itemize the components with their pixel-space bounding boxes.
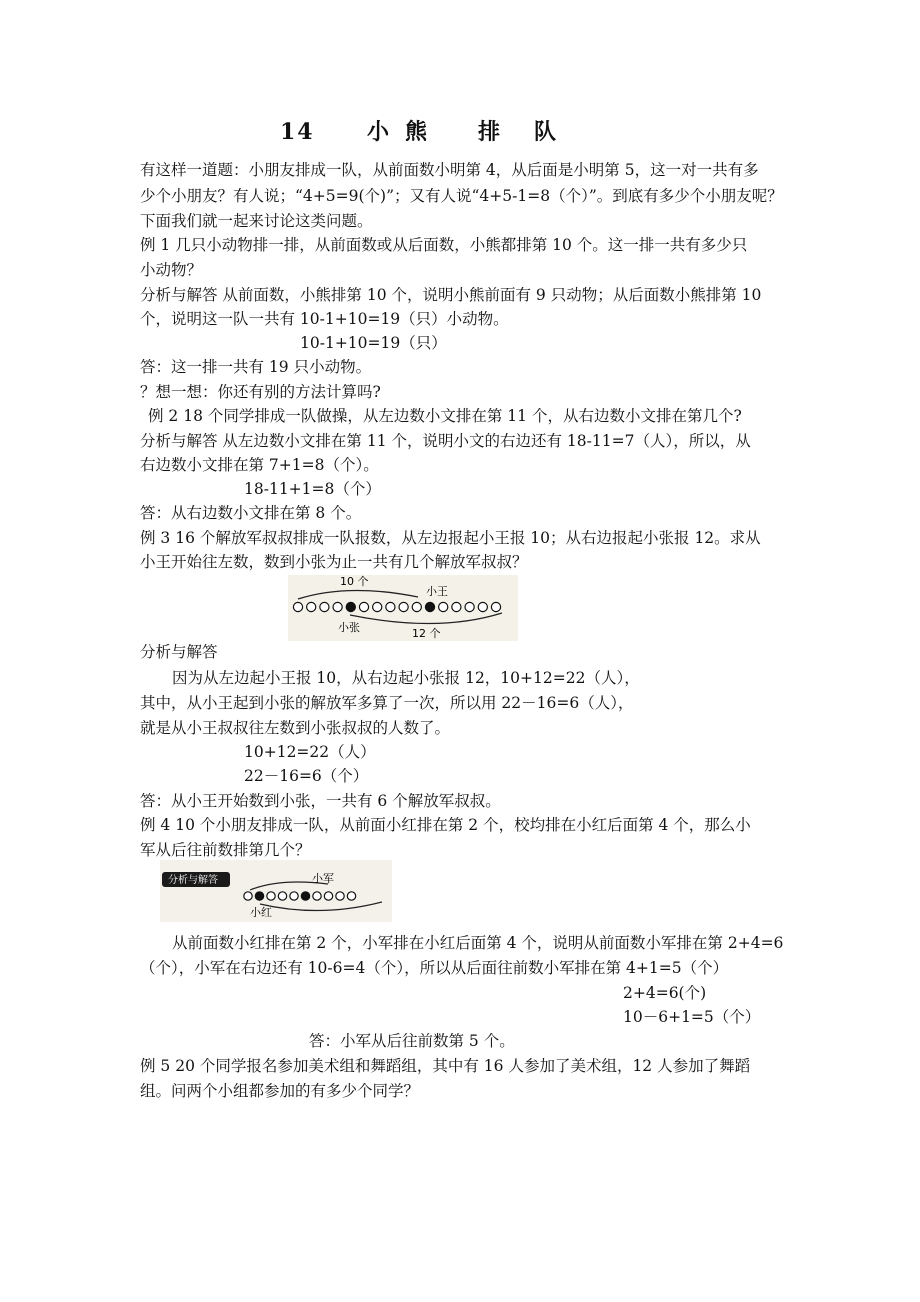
example-3-analysis: 因为从左边起小王报 10，从右边起小张报 12，10+12=22（人），: [172, 669, 640, 687]
label-xiaohong: 小红: [250, 906, 272, 919]
title-char: 熊: [405, 119, 430, 145]
person-marker: [307, 602, 316, 611]
example-5-question: 例 5 20 个同学报名参加美术组和舞蹈组，其中有 16 人参加了美术组，12 人参加了舞蹈: [140, 1057, 751, 1075]
person-marker: [491, 602, 500, 611]
example-3-analysis: 就是从小王叔叔往左数到小张叔叔的人数了。: [140, 719, 451, 737]
person-marker-highlighted: [301, 892, 309, 900]
example-1-question: 小动物？: [140, 261, 203, 279]
person-marker-highlighted: [425, 602, 434, 611]
example-3-diagram: [288, 575, 518, 641]
title-char: 队: [534, 119, 559, 145]
example-3-question: 小王开始往左数，数到小张为止一共有几个解放军叔叔？: [140, 553, 528, 571]
example-2-question: 例 2 18 个同学排成一队做操，从左边数小文排在第 11 个，从右边数小文排在第几个?: [148, 407, 742, 425]
intro-line: 有这样一道题：小朋友排成一队，从前面数小明第 4，从后面是小明第 5，这一对一共有多: [140, 161, 759, 179]
person-marker: [386, 602, 395, 611]
person-marker-highlighted: [255, 892, 263, 900]
person-marker-highlighted: [346, 602, 355, 611]
title-char: 小: [367, 119, 392, 145]
example-4-analysis: 从前面数小红排在第 2 个，小军排在小红后面第 4 个，说明从前面数小军排在第 2+4=6: [172, 934, 784, 952]
example-2-answer: 答：从右边数小文排在第 8 个。: [140, 504, 362, 522]
person-marker: [320, 602, 329, 611]
person-marker: [336, 892, 344, 900]
person-marker: [399, 602, 408, 611]
analysis-badge: 分析与解答: [168, 875, 218, 886]
person-marker: [324, 892, 332, 900]
example-5-question: 组。问两个小组都参加的有多少个同学？: [140, 1082, 420, 1100]
example-4-question: 例 4 10 个小朋友排成一队，从前面小红排在第 2 个，校均排在小红后面第 4 个，那么小: [140, 816, 751, 834]
person-marker: [452, 602, 461, 611]
person-marker: [244, 892, 252, 900]
example-3-question: 例 3 16 个解放军叔叔排成一队报数，从左边报起小王报 10；从右边报起小张报 12。求从: [140, 529, 761, 547]
example-3-equation: 10+12=22（人）: [244, 743, 376, 761]
example-4-diagram: [160, 860, 392, 922]
person-marker: [439, 602, 448, 611]
label-10-ge: 10 个: [340, 575, 369, 588]
example-1-question: 例 1 几只小动物排一排，从前面数或从后面数，小熊都排第 10 个。这一排一共有多少只: [140, 236, 748, 254]
person-marker: [347, 892, 355, 900]
example-2-equation: 18-11+1=8（个）: [244, 480, 381, 498]
person-marker: [465, 602, 474, 611]
example-4-answer: 答：小军从后往前数第 5 个。: [309, 1032, 515, 1050]
person-marker: [313, 892, 321, 900]
example-3-equation: 22－16=6（个）: [244, 767, 369, 785]
label-12-ge: 12 个: [412, 627, 441, 640]
example-4-question: 军从后往前数排第几个？: [140, 841, 311, 859]
example-4-analysis: （个），小军在右边还有 10-6=4（个），所以从后面往前数小军排在第 4+1=5（个）: [140, 959, 729, 977]
example-1-analysis: 分析与解答 从前面数，小熊排第 10 个，说明小熊前面有 9 只动物；从后面数小熊排第 10: [140, 286, 762, 304]
person-marker: [293, 602, 302, 611]
example-2-analysis: 分析与解答 从左边数小文排在第 11 个，说明小文的右边还有 18-11=7（人），所以，从: [140, 432, 751, 450]
intro-line: 少个小朋友？有人说；“4+5=9(个)”；又有人说“4+5-1=8（个）”。到底有多少个小朋友呢？: [140, 187, 783, 205]
label-xiaozhang: 小张: [338, 621, 360, 634]
example-3-analysis-heading: 分析与解答: [140, 643, 218, 661]
intro-line: 下面我们就一起来讨论这类问题。: [140, 212, 373, 230]
example-1-equation: 10-1+10=19（只）: [300, 334, 447, 352]
label-xiaojun: 小军: [312, 872, 334, 885]
example-1-answer: 答：这一排一共有 19 只小动物。: [140, 358, 372, 376]
example-4-equation: 10－6+1=5（个）: [623, 1008, 761, 1026]
think-prompt: ？想一想：你还有别的方法计算吗?: [140, 383, 381, 401]
person-marker: [412, 602, 421, 611]
person-marker: [359, 602, 368, 611]
label-xiaowang: 小王: [426, 585, 448, 598]
example-3-answer: 答：从小王开始数到小张，一共有 6 个解放军叔叔。: [140, 792, 501, 810]
person-marker: [267, 892, 275, 900]
person-marker: [478, 602, 487, 611]
example-1-analysis: 个，说明这一队一共有 10-1+10=19（只）小动物。: [140, 310, 509, 328]
person-marker: [290, 892, 298, 900]
title-number: 14: [280, 119, 315, 145]
example-2-analysis: 右边数小文排在第 7+1=8（个）。: [140, 456, 379, 474]
example-4-equation: 2+4=6(个): [623, 984, 707, 1002]
example-3-analysis: 其中，从小王起到小张的解放军多算了一次，所以用 22－16=6（人），: [140, 694, 634, 712]
person-marker: [278, 892, 286, 900]
title-char: 排: [478, 119, 503, 145]
person-marker: [333, 602, 342, 611]
person-marker: [373, 602, 382, 611]
